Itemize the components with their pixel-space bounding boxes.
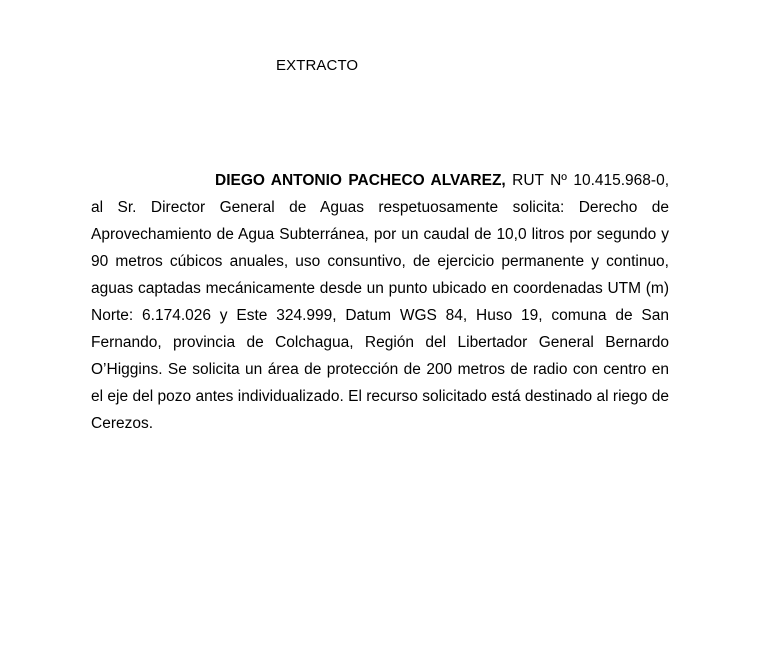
document-title: EXTRACTO <box>276 57 359 74</box>
body-paragraph: RUT Nº 10.415.968-0, al Sr. Director General de Aguas respetuosamente solicita: Derecho de Aprovechamiento de Agua Subterránea, por un caudal de 10,0 litros por segundo y 90 metros cúbicos anuales, uso consuntivo, de ejercicio permanente y continuo, aguas captadas mecánicamente desde un punto ubicado en coordenadas UTM (m) Norte: 6.174.026 y Este 324.999, Datum WGS 84, Huso 19, comuna de San Fernando, provincia de Colchagua, Región del Libertador General Bernardo O’Higgins. Se solicita un área de protección de 200 metros de radio con centro en el eje del pozo antes individualizado. El recurso solicitado está destinado al riego de Cerezos. <box>91 172 670 432</box>
document-body <box>91 167 669 437</box>
applicant-name: DIEGO ANTONIO PACHECO ALVAREZ, <box>215 172 506 189</box>
